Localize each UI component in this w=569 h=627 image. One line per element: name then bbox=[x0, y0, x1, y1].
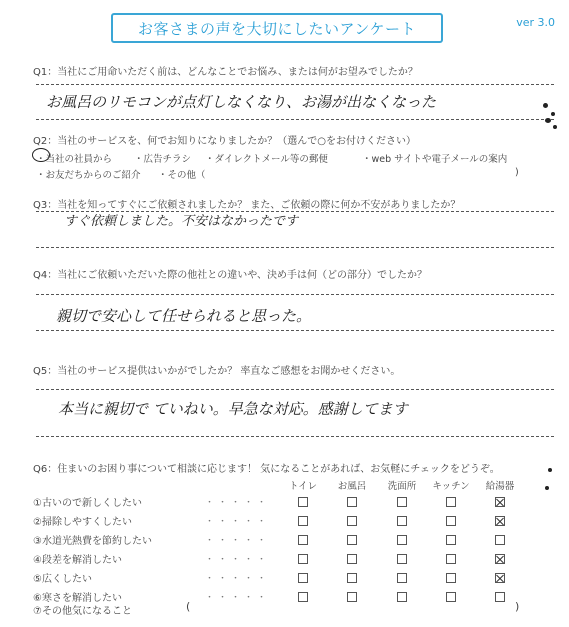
q6-checkbox-5-5[interactable] bbox=[495, 573, 505, 583]
q1-question: Q1：当社にご用命いただく前は、どんなことでお悩み、または何がお望みでしたか？ bbox=[33, 67, 418, 78]
q6-checkbox-4-1[interactable] bbox=[298, 554, 308, 564]
q6-checkbox-2-4[interactable] bbox=[446, 516, 456, 526]
q6-checkbox-2-2[interactable] bbox=[347, 516, 357, 526]
q6-row-label: ①古いので新しくしたい bbox=[33, 498, 142, 509]
scan-smudge bbox=[545, 486, 549, 490]
q1-line-bottom bbox=[36, 119, 554, 120]
q1-answer: お風呂のリモコンが点灯しなくなり、お湯が出なくなった bbox=[46, 93, 437, 111]
q3-answer: すぐ依頼しました。不安はなかったです bbox=[64, 214, 299, 229]
q6-row-label: ②掃除しやすくしたい bbox=[33, 517, 132, 528]
q6-checkbox-4-2[interactable] bbox=[347, 554, 357, 564]
q6-checkbox-5-4[interactable] bbox=[446, 573, 456, 583]
q6-checkbox-1-2[interactable] bbox=[347, 497, 357, 507]
q5-line-bottom bbox=[36, 436, 554, 437]
q4-line-bottom bbox=[36, 330, 554, 331]
q3-line-bottom bbox=[36, 247, 554, 248]
q4-question: Q4：当社にご依頼いただいた際の他社との違いや、決め手は何（どの部分）でしたか？ bbox=[33, 270, 428, 281]
q2-option-flyer: ・広告チラシ bbox=[134, 154, 192, 165]
q6-checkbox-3-5[interactable] bbox=[495, 535, 505, 545]
q6-checkbox-1-4[interactable] bbox=[446, 497, 456, 507]
q2-option-mail: ・ダイレクトメール等の郵便 bbox=[205, 154, 328, 165]
q4-answer: 親切で安心して任せられると思った。 bbox=[56, 307, 312, 325]
col-kitchen: キッチン bbox=[432, 481, 470, 492]
q6-row-dots: ・・・・・ bbox=[205, 517, 271, 527]
q6-row-label: ⑥寒さを解消したい bbox=[33, 593, 122, 604]
q6-row-dots: ・・・・・ bbox=[205, 536, 271, 546]
q6-checkbox-3-2[interactable] bbox=[347, 535, 357, 545]
scan-smudge bbox=[543, 103, 548, 108]
q1-line-top bbox=[36, 84, 554, 85]
q6-row-dots: ・・・・・ bbox=[205, 574, 271, 584]
q6-other-label: ⑦その他気になること bbox=[33, 606, 132, 617]
q6-row-dots: ・・・・・ bbox=[205, 498, 271, 508]
scan-smudge bbox=[553, 125, 557, 129]
q6-row-label: ⑤広くしたい bbox=[33, 574, 92, 585]
col-water-heater: 給湯器 bbox=[485, 481, 515, 492]
q2-option-other: ・その他（ bbox=[158, 170, 206, 181]
q6-checkbox-4-3[interactable] bbox=[397, 554, 407, 564]
q6-checkbox-6-4[interactable] bbox=[446, 592, 456, 602]
scan-smudge bbox=[545, 118, 551, 123]
q6-checkbox-5-1[interactable] bbox=[298, 573, 308, 583]
q3-question: Q3：当社を知ってすぐにご依頼されましたか？ また、ご依頼の際に何か不安がありましたか？ bbox=[33, 200, 461, 211]
q6-checkbox-3-4[interactable] bbox=[446, 535, 456, 545]
q2-option-staff: ・当社の社員から bbox=[36, 154, 113, 165]
col-washroom: 洗面所 bbox=[387, 481, 417, 492]
scan-smudge bbox=[548, 468, 552, 472]
version-label: ver 3.0 bbox=[516, 16, 555, 29]
q4-line-top bbox=[36, 294, 554, 295]
survey-title-text: お客さまの声を大切にしたいアンケート bbox=[137, 19, 417, 38]
q6-row-dots: ・・・・・ bbox=[205, 555, 271, 565]
q6-checkbox-5-3[interactable] bbox=[397, 573, 407, 583]
q6-checkbox-1-5[interactable] bbox=[495, 497, 505, 507]
q6-row-label: ③水道光熱費を節約したい bbox=[33, 536, 152, 547]
q2-option-web: ・web サイトや電子メールの案内 bbox=[362, 154, 508, 165]
q6-checkbox-4-5[interactable] bbox=[495, 554, 505, 564]
q2-other-close: ) bbox=[515, 167, 519, 178]
q6-other-close: ) bbox=[515, 600, 520, 613]
q6-checkbox-2-3[interactable] bbox=[397, 516, 407, 526]
q6-checkbox-2-1[interactable] bbox=[298, 516, 308, 526]
col-toilet: トイレ bbox=[288, 481, 318, 492]
q5-answer: 本当に親切で ていねい。早急な対応。感謝してます bbox=[58, 400, 408, 418]
survey-title bbox=[111, 13, 443, 43]
q2-option-friend: ・お友だちからのご紹介 bbox=[36, 170, 141, 181]
q6-checkbox-6-1[interactable] bbox=[298, 592, 308, 602]
q6-checkbox-3-1[interactable] bbox=[298, 535, 308, 545]
q6-row-dots: ・・・・・ bbox=[205, 593, 271, 603]
q6-question: Q6：住まいのお困り事について相談に応じます！ 気になることがあれば、お気軽にチェックをどうぞ。 bbox=[33, 464, 500, 475]
q6-row-label: ④段差を解消したい bbox=[33, 555, 122, 566]
q5-line-top bbox=[36, 389, 554, 390]
q6-other-open: ( bbox=[186, 600, 191, 613]
q6-checkbox-6-5[interactable] bbox=[495, 592, 505, 602]
q6-checkbox-5-2[interactable] bbox=[347, 573, 357, 583]
scan-smudge bbox=[551, 112, 555, 116]
q6-checkbox-1-1[interactable] bbox=[298, 497, 308, 507]
q6-checkbox-6-2[interactable] bbox=[347, 592, 357, 602]
q6-checkbox-6-3[interactable] bbox=[397, 592, 407, 602]
col-bath: お風呂 bbox=[337, 481, 367, 492]
q5-question: Q5：当社のサービス提供はいかがでしたか？ 率直なご感想をお聞かせください。 bbox=[33, 366, 401, 377]
q6-checkbox-2-5[interactable] bbox=[495, 516, 505, 526]
q6-checkbox-4-4[interactable] bbox=[446, 554, 456, 564]
q2-question: Q2：当社のサービスを、何でお知りになりましたか？（選んで○をお付けください） bbox=[33, 136, 416, 147]
q6-checkbox-3-3[interactable] bbox=[397, 535, 407, 545]
q6-checkbox-1-3[interactable] bbox=[397, 497, 407, 507]
